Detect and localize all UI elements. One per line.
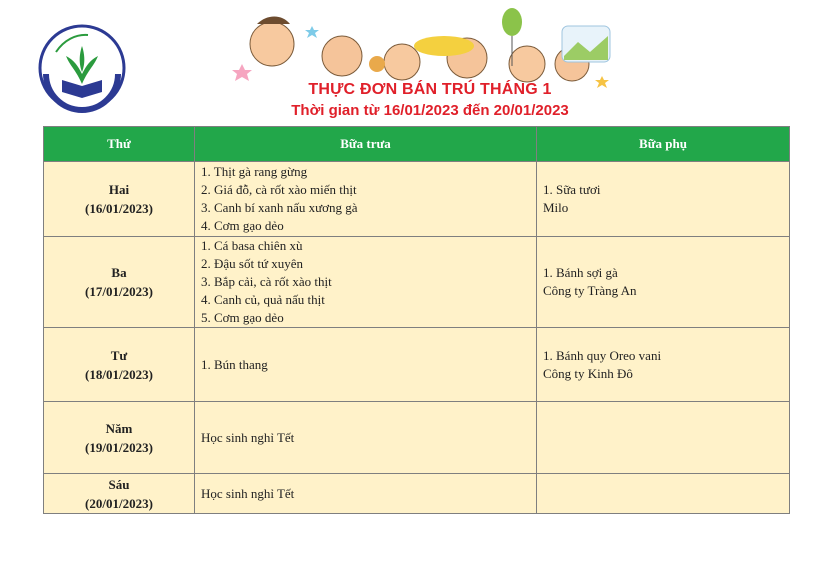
table-row [44,237,790,328]
snack-cell [537,162,790,237]
lunch-cell [195,162,537,237]
day-name: Sáu [108,476,130,492]
table-row [44,162,790,237]
day-date: (16/01/2023) [85,201,153,216]
lunch-cell [195,474,537,514]
lunch-item: 3. Bắp cải, cà rốt xào thịt [201,274,332,289]
table-row [44,474,790,514]
lunch-item: 2. Đậu sốt tứ xuyên [201,256,304,271]
snack-item: 1. Sữa tươi [543,182,601,197]
lunch-item: Học sinh nghỉ Tết [201,485,295,501]
day-date: (18/01/2023) [85,366,153,382]
day-name: Hai [108,182,130,197]
snack-cell [537,328,790,402]
lunch-item: 1. Cá basa chiên xù [201,238,303,253]
table-row [44,328,790,402]
column-header-day: Thứ [44,127,195,162]
lunch-item: 4. Canh củ, quả nấu thịt [201,292,325,307]
snack-cell [537,402,790,474]
snack-cell [537,237,790,328]
snack-item: 1. Bánh quy Oreo vani [543,347,662,363]
page-subtitle: Thời gian từ 16/01/2023 đến 20/01/2023 [291,102,569,119]
lunch-item: 2. Giá đỗ, cà rốt xào miến thịt [201,182,357,197]
lunch-item: 3. Canh bí xanh nấu xương gà [201,200,358,215]
day-cell [44,237,195,328]
day-cell [44,402,195,474]
lunch-cell [195,237,537,328]
snack-item: Công ty Tràng An [543,283,637,298]
column-header-snack: Bữa phụ [537,127,790,162]
day-date: (20/01/2023) [85,495,153,511]
snack-cell [537,474,790,514]
day-date: (19/01/2023) [85,439,153,455]
lunch-item: 1. Thịt gà rang gừng [201,164,308,179]
day-name: Tư [110,347,128,363]
day-date: (17/01/2023) [85,284,153,299]
day-name: Ba [111,265,127,280]
day-cell [44,328,195,402]
page-title: THỰC ĐƠN BÁN TRÚ THÁNG 1 [308,81,552,98]
title-block [258,80,602,128]
day-cell [44,474,195,514]
table-header-row [44,127,790,162]
lunch-cell [195,402,537,474]
lunch-item: 1. Bún thang [201,356,268,372]
column-header-lunch: Bữa trưa [195,127,537,162]
school-logo-icon [36,22,128,114]
table-row [44,402,790,474]
snack-item: 1. Bánh sợi gà [543,265,618,280]
lunch-item: 4. Cơm gạo dẻo [201,218,284,233]
snack-item: Công ty Kinh Đô [543,365,633,381]
lunch-item: 5. Cơm gạo dẻo [201,310,284,325]
snack-item: Milo [543,200,569,215]
day-cell [44,162,195,237]
lunch-cell [195,328,537,402]
day-name: Năm [105,420,133,436]
menu-table [43,126,790,514]
lunch-item: Học sinh nghỉ Tết [201,429,295,445]
